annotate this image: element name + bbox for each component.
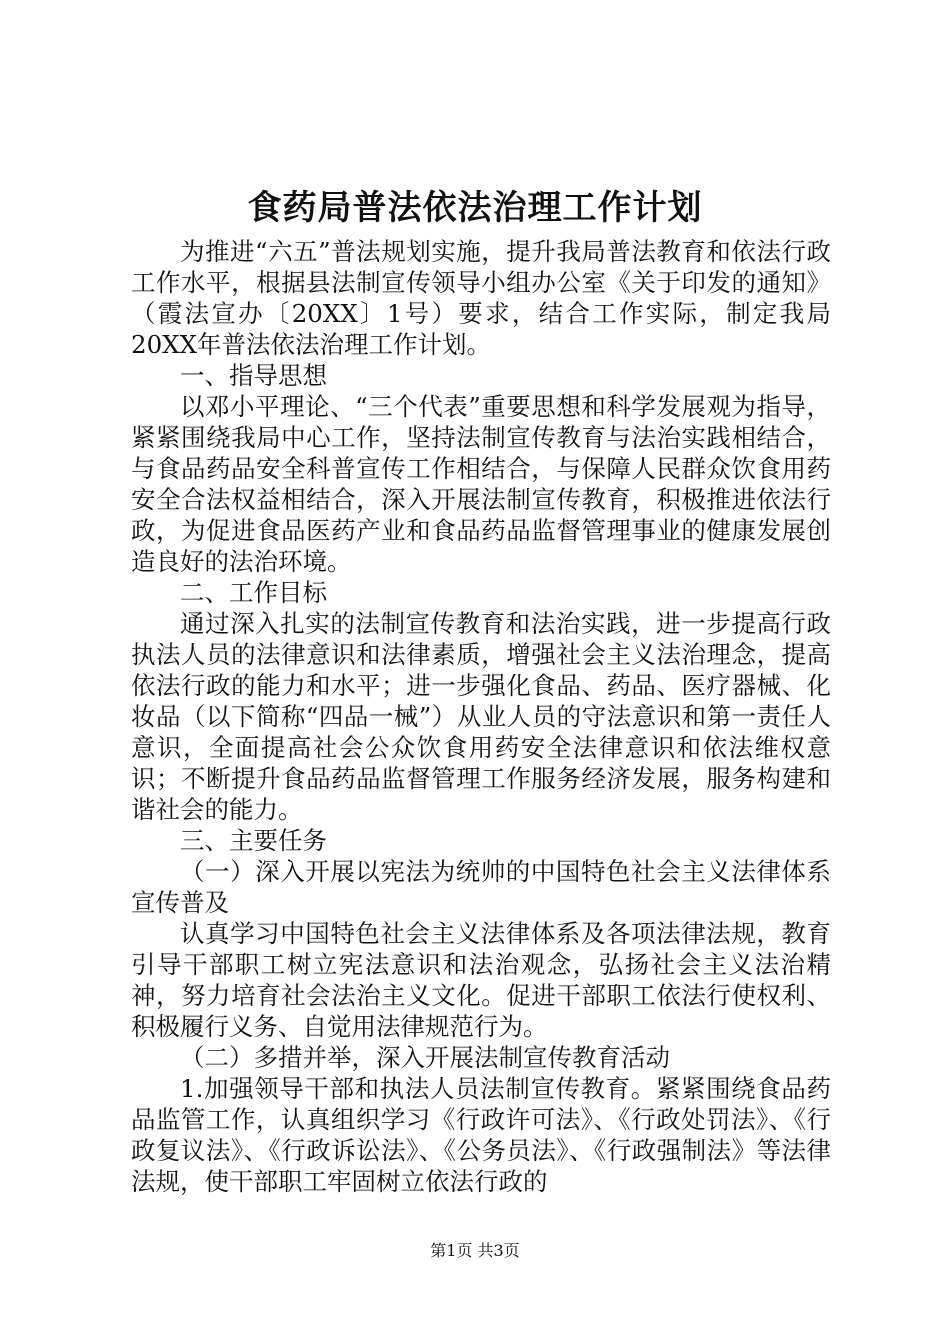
section-heading-work-goals: 二、工作目标 bbox=[180, 578, 327, 607]
document-body bbox=[131, 236, 831, 1197]
subsection-2-paragraph: 1.加强领导干部和执法人员法制宣传教育。紧紧围绕食品药品监管工作，认真组织学习《行政许可法》、《行政处罚法》、《行政复议法》、《行政诉讼法》、《公务员法》、《行政强制法》等法律法规，使干部职工牢固树立依法行政的 bbox=[131, 1074, 831, 1196]
work-goals-paragraph: 通过深入扎实的法制宣传教育和法治实践，进一步提高行政执法人员的法律意识和法律素质，增强社会主义法治理念，提高依法行政的能力和水平；进一步强化食品、药品、医疗器械、化妆品（以下简称“四品一械”）从业人员的守法意识和第一责任人意识，全面提高社会公众饮食用药安全法律意识和依法维权意识；不断提升食品药品监督管理工作服务经济发展，服务构建和谐社会的能力。 bbox=[131, 609, 831, 824]
intro-paragraph: 为推进“六五”普法规划实施，提升我局普法教育和依法行政工作水平，根据县法制宣传领导小组办公室《关于印发的通知》（霞法宣办〔20XX〕1号）要求，结合工作实际，制定我局20XX年普法依法治理工作计划。 bbox=[131, 237, 831, 359]
section-heading-guiding-ideology: 一、指导思想 bbox=[180, 361, 327, 390]
subsection-1-paragraph: 认真学习中国特色社会主义法律体系及各项法律法规，教育引导干部职工树立宪法意识和法治观念，弘扬社会主义法治精神，努力培育社会法治主义文化。促进干部职工依法行使权利、积极履行义务、自觉用法律规范行为。 bbox=[131, 919, 831, 1041]
guiding-ideology-paragraph: 以邓小平理论、“三个代表”重要思想和科学发展观为指导，紧紧围绕我局中心工作，坚持法制宣传教育与法治实践相结合，与食品药品安全科普宣传工作相结合，与保障人民群众饮食用药安全合法权益相结合，深入开展法制宣传教育，积极推进依法行政，为促进食品医药产业和食品药品监督管理事业的健康发展创造良好的法治环境。 bbox=[131, 392, 831, 576]
subsection-heading-2: （二）多措并举，深入开展法制宣传教育活动 bbox=[180, 1043, 670, 1072]
document-title: 食药局普法依法治理工作计划 bbox=[247, 188, 703, 228]
section-heading-main-tasks: 三、主要任务 bbox=[180, 826, 327, 855]
page-footer: 第1页 共3页 bbox=[430, 1241, 520, 1260]
subsection-heading-1: （一）深入开展以宪法为统帅的中国特色社会主义法律体系宣传普及 bbox=[131, 857, 831, 917]
